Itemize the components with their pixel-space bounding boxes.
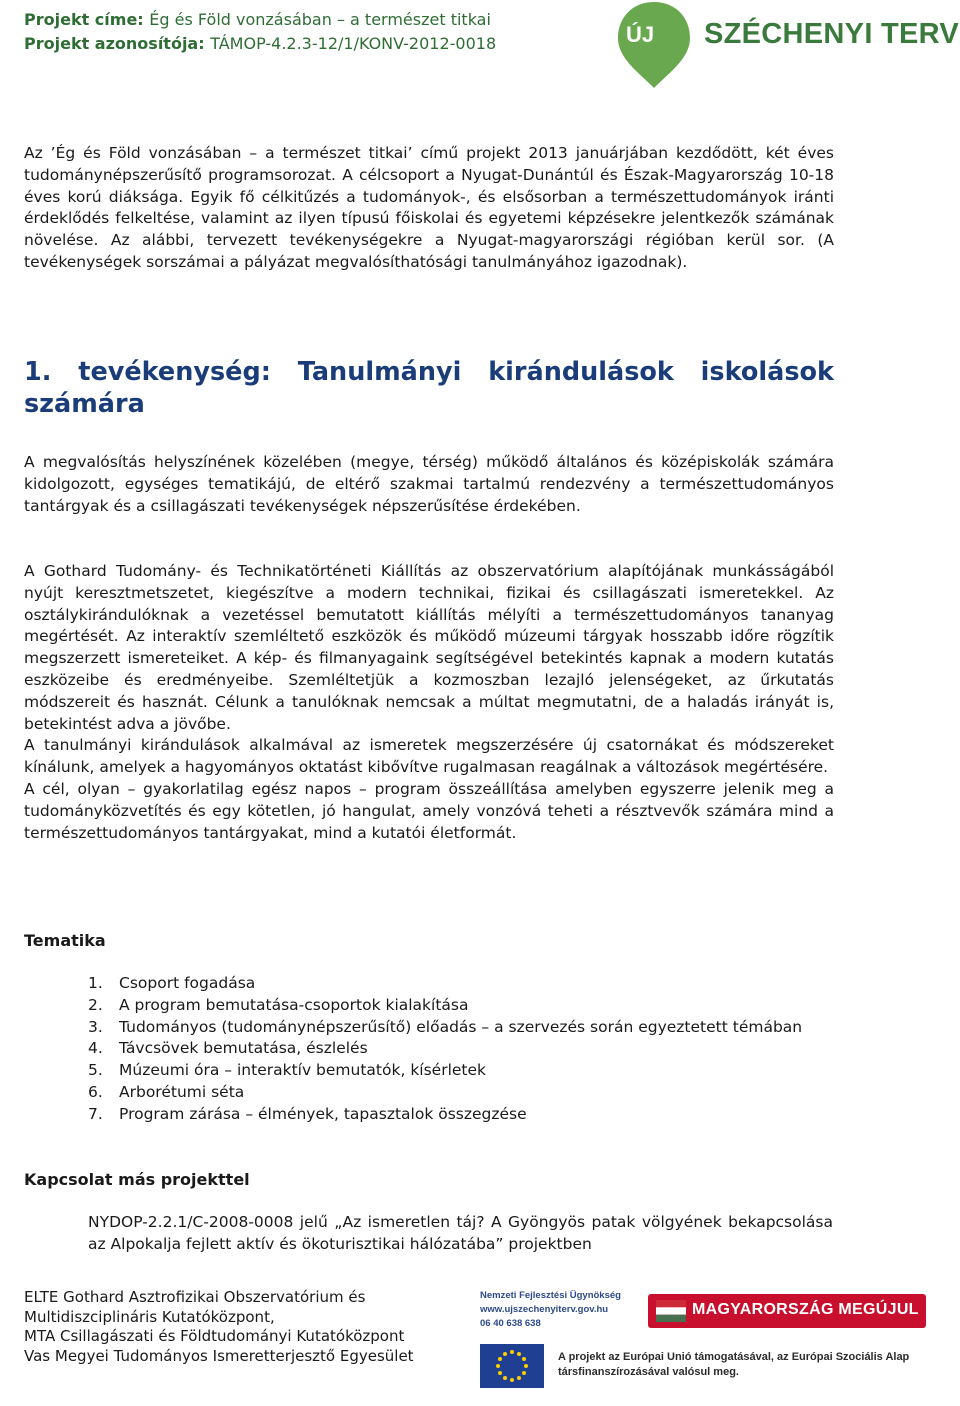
item-text: A program bemutatása-csoportok kialakítása [119,995,469,1014]
details-paragraph: A cél, olyan – gyakorlatilag egész napos – program összeállítása amelyben egyszerre jelenik meg a tudományközvetítés és egy kötetlen, jó hangulat, amely vonzóvá teheti a résztvevők számára mind a természettudományos tantárgyakat, mind a kutatói életformát. [24,779,834,842]
logo-name-text: SZÉCHENYI TERV [704,18,960,50]
footer-logos [476,1290,936,1400]
list-item [88,1017,848,1039]
item-number: 4. [88,1039,103,1058]
hungarian-flag-icon [656,1300,686,1322]
details-paragraph: A tanulmányi kirándulások alkalmával az ismeretek megszerzésére új csatornákat és módszereket kínálunk, amelyek a hagyományos oktatást kibővítve rugalmasan reagálnak a változások megértésére. [24,736,834,777]
eu-support-text: A projekt az Európai Unió támogatásával, az Európai Szociális Alap társfinanszírozásával valósul meg. [558,1351,910,1378]
footer-line: Multidiszciplináris Kutatóközpont, [24,1307,275,1326]
list-item [88,1104,848,1126]
item-number: 6. [88,1082,103,1101]
nfu-url: www.ujszechenyiterv.gov.hu [480,1304,609,1315]
activity-heading: 1. tevékenység: Tanulmányi kirándulások iskolások számára [24,357,834,419]
activity-description: A megvalósítás helyszínének közelében (megye, térség) működő általános és középiskolák számára kidolgozott, egységes tematikájú, de eltérő szakmai tartalmú rendezvény a természettudományos tantárgyak és a csillagászati tevékenységek népszerűsítése érdekében. [24,453,834,515]
list-item [88,1060,848,1082]
project-id-label: Projekt azonosítója: [24,34,205,53]
item-text: Csoport fogadása [119,974,256,992]
item-text: Arborétumi séta [119,1082,245,1101]
project-title-value: Ég és Föld vonzásában – a természet titkai [149,10,491,29]
item-text: Múzeumi óra – interaktív bemutatók, kísérletek [119,1061,487,1080]
item-text: Tudományos (tudománynépszerűsítő) előadás – a szervezés során egyeztetett témában [119,1017,803,1036]
footer-line: ELTE Gothard Asztrofizikai Obszervatórium és [24,1288,366,1306]
project-title-line [24,9,491,31]
item-number: 7. [88,1104,103,1123]
details-paragraph: A Gothard Tudomány- és Technikatörténeti Kiállítás az obszervatórium alapítójának munkásságából nyújt keresztmetszetet, kiegészítve a modern technikai, fizikai és csillagászati ismeretekkel. Az osztálykirándulóknak a vezetéssel bemutatott kiállítás mélyíti a természettudományos tananyag megértését. Az interaktív szemléltető eszközök és működő múzeumi tárgyak hosszabb időre rögzítik megszerzett ismereteiket. A kép- és filmanyagaink segítségével betekintés kapnak a modern kutatás eszközeibe és eredményeibe. Szemléltetjük a kozmoszban lezajló jelenségeket, az űrkutatás módszereit és hasznát. Célunk a tanulóknak nemcsak a múltat megmutatni, de a haladás irányát is, betekintést adva a jövőbe. [24,562,834,733]
nfu-phone: 06 40 638 638 [480,1318,541,1329]
page-header [0,0,960,100]
footer-institutions [24,1288,464,1366]
tematika-heading: Tematika [24,931,106,950]
szechenyi-terv-logo [612,0,960,90]
item-text: Program zárása – élmények, tapasztalok összegzése [119,1104,527,1123]
kapcsolat-heading: Kapcsolat más projekttel [24,1170,250,1189]
list-item [88,995,848,1017]
footer-line: MTA Csillagászati és Földtudományi Kutatóközpont [24,1327,405,1345]
list-item [88,973,848,995]
footer-line: Vas Megyei Tudományos Ismeretterjesztő Egyesület [24,1346,414,1365]
magyarorszag-megujul-logo [648,1294,926,1328]
project-id-value: TÁMOP-4.2.3-12/1/KONV-2012-0018 [210,34,497,53]
item-number: 5. [88,1061,103,1080]
tematika-list [88,973,848,1126]
item-text: Távcsövek bemutatása, észlelés [119,1039,368,1058]
logo-uj-text: ÚJ [626,22,655,47]
project-id-line [24,33,496,55]
eu-flag-icon [480,1344,544,1388]
list-item [88,1038,848,1060]
intro-paragraph: Az ’Ég és Föld vonzásában – a természet titkai’ című projekt 2013 januárjában kezdődött, két éves tudománynépszerűsítő programsorozat. A célcsoport a Nyugat-Dunántúl és Észak-Magyarország 10-18 éves korú diáksága. Egyik fő célkitűzés a tudományok-, és elsősorban a természettudományok iránti érdeklődés felkeltése, valamint az ilyen típusú főiskolai és egyetemi képzésekre jelentkezők számának növelése. Az alábbi, tervezett tevékenységekre a Nyugat-magyarországi régióban kerül sor. (A tevékenységek sorszámai a pályázat megvalósíthatósági tanulmányához igazodnak). [24,144,834,271]
item-number: 2. [88,995,103,1014]
item-number: 3. [88,1017,103,1036]
item-number: 1. [88,974,103,992]
list-item [88,1082,848,1104]
project-title-label: Projekt címe: [24,10,144,29]
nfu-name: Nemzeti Fejlesztési Ügynökség [480,1290,621,1301]
activity-details [24,561,834,844]
mo-logo-text: MAGYARORSZÁG MEGÚJUL [692,1301,919,1318]
kapcsolat-text: NYDOP-2.2.1/C-2008-0008 jelű „Az ismeretlen táj? A Gyöngyös patak völgyének bekapcsolása az Alpokalja fejlett aktív és ökoturisztikai hálózatába” projektben [88,1213,833,1253]
